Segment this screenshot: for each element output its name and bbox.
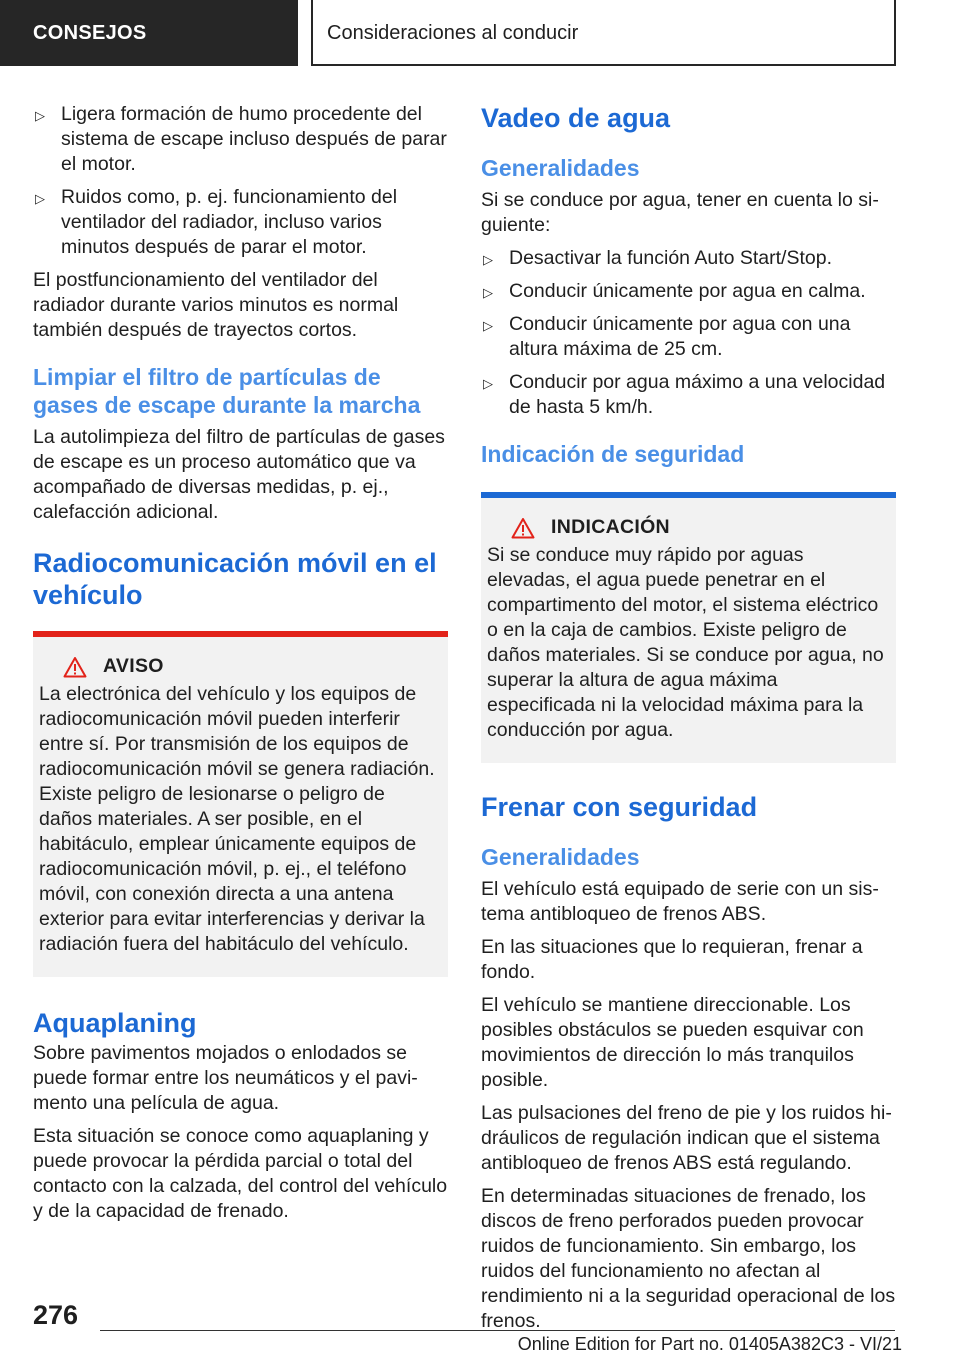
paragraph-aqua-2: Esta situación se conoce como aquaplaning y puede provocar la pérdida parcial o total del contacto con la calzada, del control del vehículo y de la capacidad de frenado. xyxy=(33,1125,448,1222)
chapter-title: Consideraciones al conducir xyxy=(311,0,896,66)
heading-seguridad: Indicación de seguridad xyxy=(481,441,745,467)
paragraph-gen1: Si se conduce por agua, tener en cuenta lo siguiente: xyxy=(481,189,879,236)
aviso-text: La electrónica del vehículo y los equipos de radiocomunicación móvil pueden interferir entre sí. Por transmisión de los equipos de radiocomunicación móvil se genera radiación. Existe peligro de lesionarse o peligro de daños materiales. A ser posible, en el habitáculo, emplear únicamente equipos de radiocomunicación móvil, p. ej., el teléfono móvil, con conexión directa a una antena exterior para evitar interferencias y derivar la radiación fuera del habitáculo del vehículo. xyxy=(39,683,435,955)
page-header xyxy=(0,0,960,66)
triangle-bullet-icon: ▷ xyxy=(483,318,493,333)
heading-vadeo: Vadeo de agua xyxy=(481,103,671,133)
triangle-bullet-icon: ▷ xyxy=(483,376,493,391)
edition-note: Online Edition for Part no. 01405A382C3 - VI/21 xyxy=(517,1334,902,1354)
aviso-title: AVISO xyxy=(103,655,164,677)
bullet-list-vadeo xyxy=(481,246,896,420)
paragraph-frenar-5: En determinadas situaciones de frenado, los discos de freno perforados pueden provocar ruidos de funcionamiento. Sin embargo, los ruidos del funcionamiento no afectan al rendimiento ni a la seguridad operacional de los frenos. xyxy=(481,1185,896,1332)
triangle-bullet-icon: ▷ xyxy=(483,285,493,300)
aviso-header xyxy=(33,655,448,678)
paragraph-frenar-3: El vehículo se mantiene direccionable. Los posibles obstáculos se pueden esquivar con movimientos de dirección lo más tranquilos posible. xyxy=(481,994,864,1091)
heading-aquaplaning: Aquaplaning xyxy=(33,1008,197,1038)
indicacion-header xyxy=(481,516,896,539)
list-item: ▷ Ligera formación de humo procedente del sistema de escape incluso después de parar el motor. xyxy=(35,103,447,175)
indicacion-box xyxy=(481,492,896,763)
section-tab: CONSEJOS xyxy=(0,0,298,66)
heading-filtro: Limpiar el filtro de partículas de gases de escape durante la marcha xyxy=(33,364,421,418)
list-item: ▷ Desactivar la función Auto Start/Stop. xyxy=(481,246,896,271)
paragraph-frenar-1: El vehículo está equipado de serie con un sistema antibloqueo de frenos ABS. xyxy=(481,878,879,925)
indicacion-text: Si se conduce muy rápido por aguas elevadas, el agua puede penetrar en el compartimento del motor, el sistema eléctrico o en la caja de cambios. Existe peligro de daños materiales. Si se conduce por agua, no superar la altura de agua máxima especificada ni la velocidad máxima para la conducción por agua. xyxy=(487,544,884,741)
left-column xyxy=(33,102,448,1232)
triangle-bullet-icon: ▷ xyxy=(35,108,45,123)
aviso-box xyxy=(33,631,448,977)
paragraph-aqua-1: Sobre pavimentos mojados o enlodados se puede formar entre los neumáticos y el pavimento una película de agua. xyxy=(33,1042,418,1114)
paragraph-frenar-4: Las pulsaciones del freno de pie y los ruidos hidráulicos de regulación indican que el sistema antibloqueo de frenos ABS está regulando. xyxy=(481,1102,892,1174)
heading-generalidades-1: Generalidades xyxy=(481,155,640,181)
paragraph-filtro: La autolimpieza del filtro de partículas de gases de escape es un proceso automático que va acompañado de diversas medidas, p. ej., calefacción adicional. xyxy=(33,426,445,523)
triangle-bullet-icon: ▷ xyxy=(483,252,493,267)
list-item: ▷ Conducir únicamente por agua con una altura máxima de 25 cm. xyxy=(483,313,851,360)
page-number: 276 xyxy=(33,1300,79,1330)
footer-divider xyxy=(100,1330,895,1331)
list-item: ▷ Ruidos como, p. ej. funcionamiento del ventilador del radiador, incluso varios minutos después de parar el motor. xyxy=(35,186,398,258)
bullet-list-smoke xyxy=(33,102,448,260)
paragraph-postfunc: El postfuncionamiento del ventilador del radiador durante varios minutos es normal también después de trayectos cortos. xyxy=(33,269,399,341)
warning-triangle-icon xyxy=(63,656,87,678)
list-item: ▷ Conducir únicamente por agua en calma. xyxy=(481,279,896,304)
heading-generalidades-2: Generalidades xyxy=(481,844,640,870)
list-item: ▷ Conducir por agua máximo a una velocidad de hasta 5 km/h. xyxy=(483,371,886,418)
warning-triangle-icon xyxy=(511,517,535,539)
heading-frenar: Frenar con seguridad xyxy=(481,792,758,822)
heading-radio: Radiocomunicación móvil en el vehículo xyxy=(33,548,437,610)
right-column xyxy=(481,102,896,1342)
paragraph-frenar-2: En las situaciones que lo requieran, frenar a fondo. xyxy=(481,936,863,983)
indicacion-title: INDICACIÓN xyxy=(551,516,670,538)
triangle-bullet-icon: ▷ xyxy=(35,191,45,206)
